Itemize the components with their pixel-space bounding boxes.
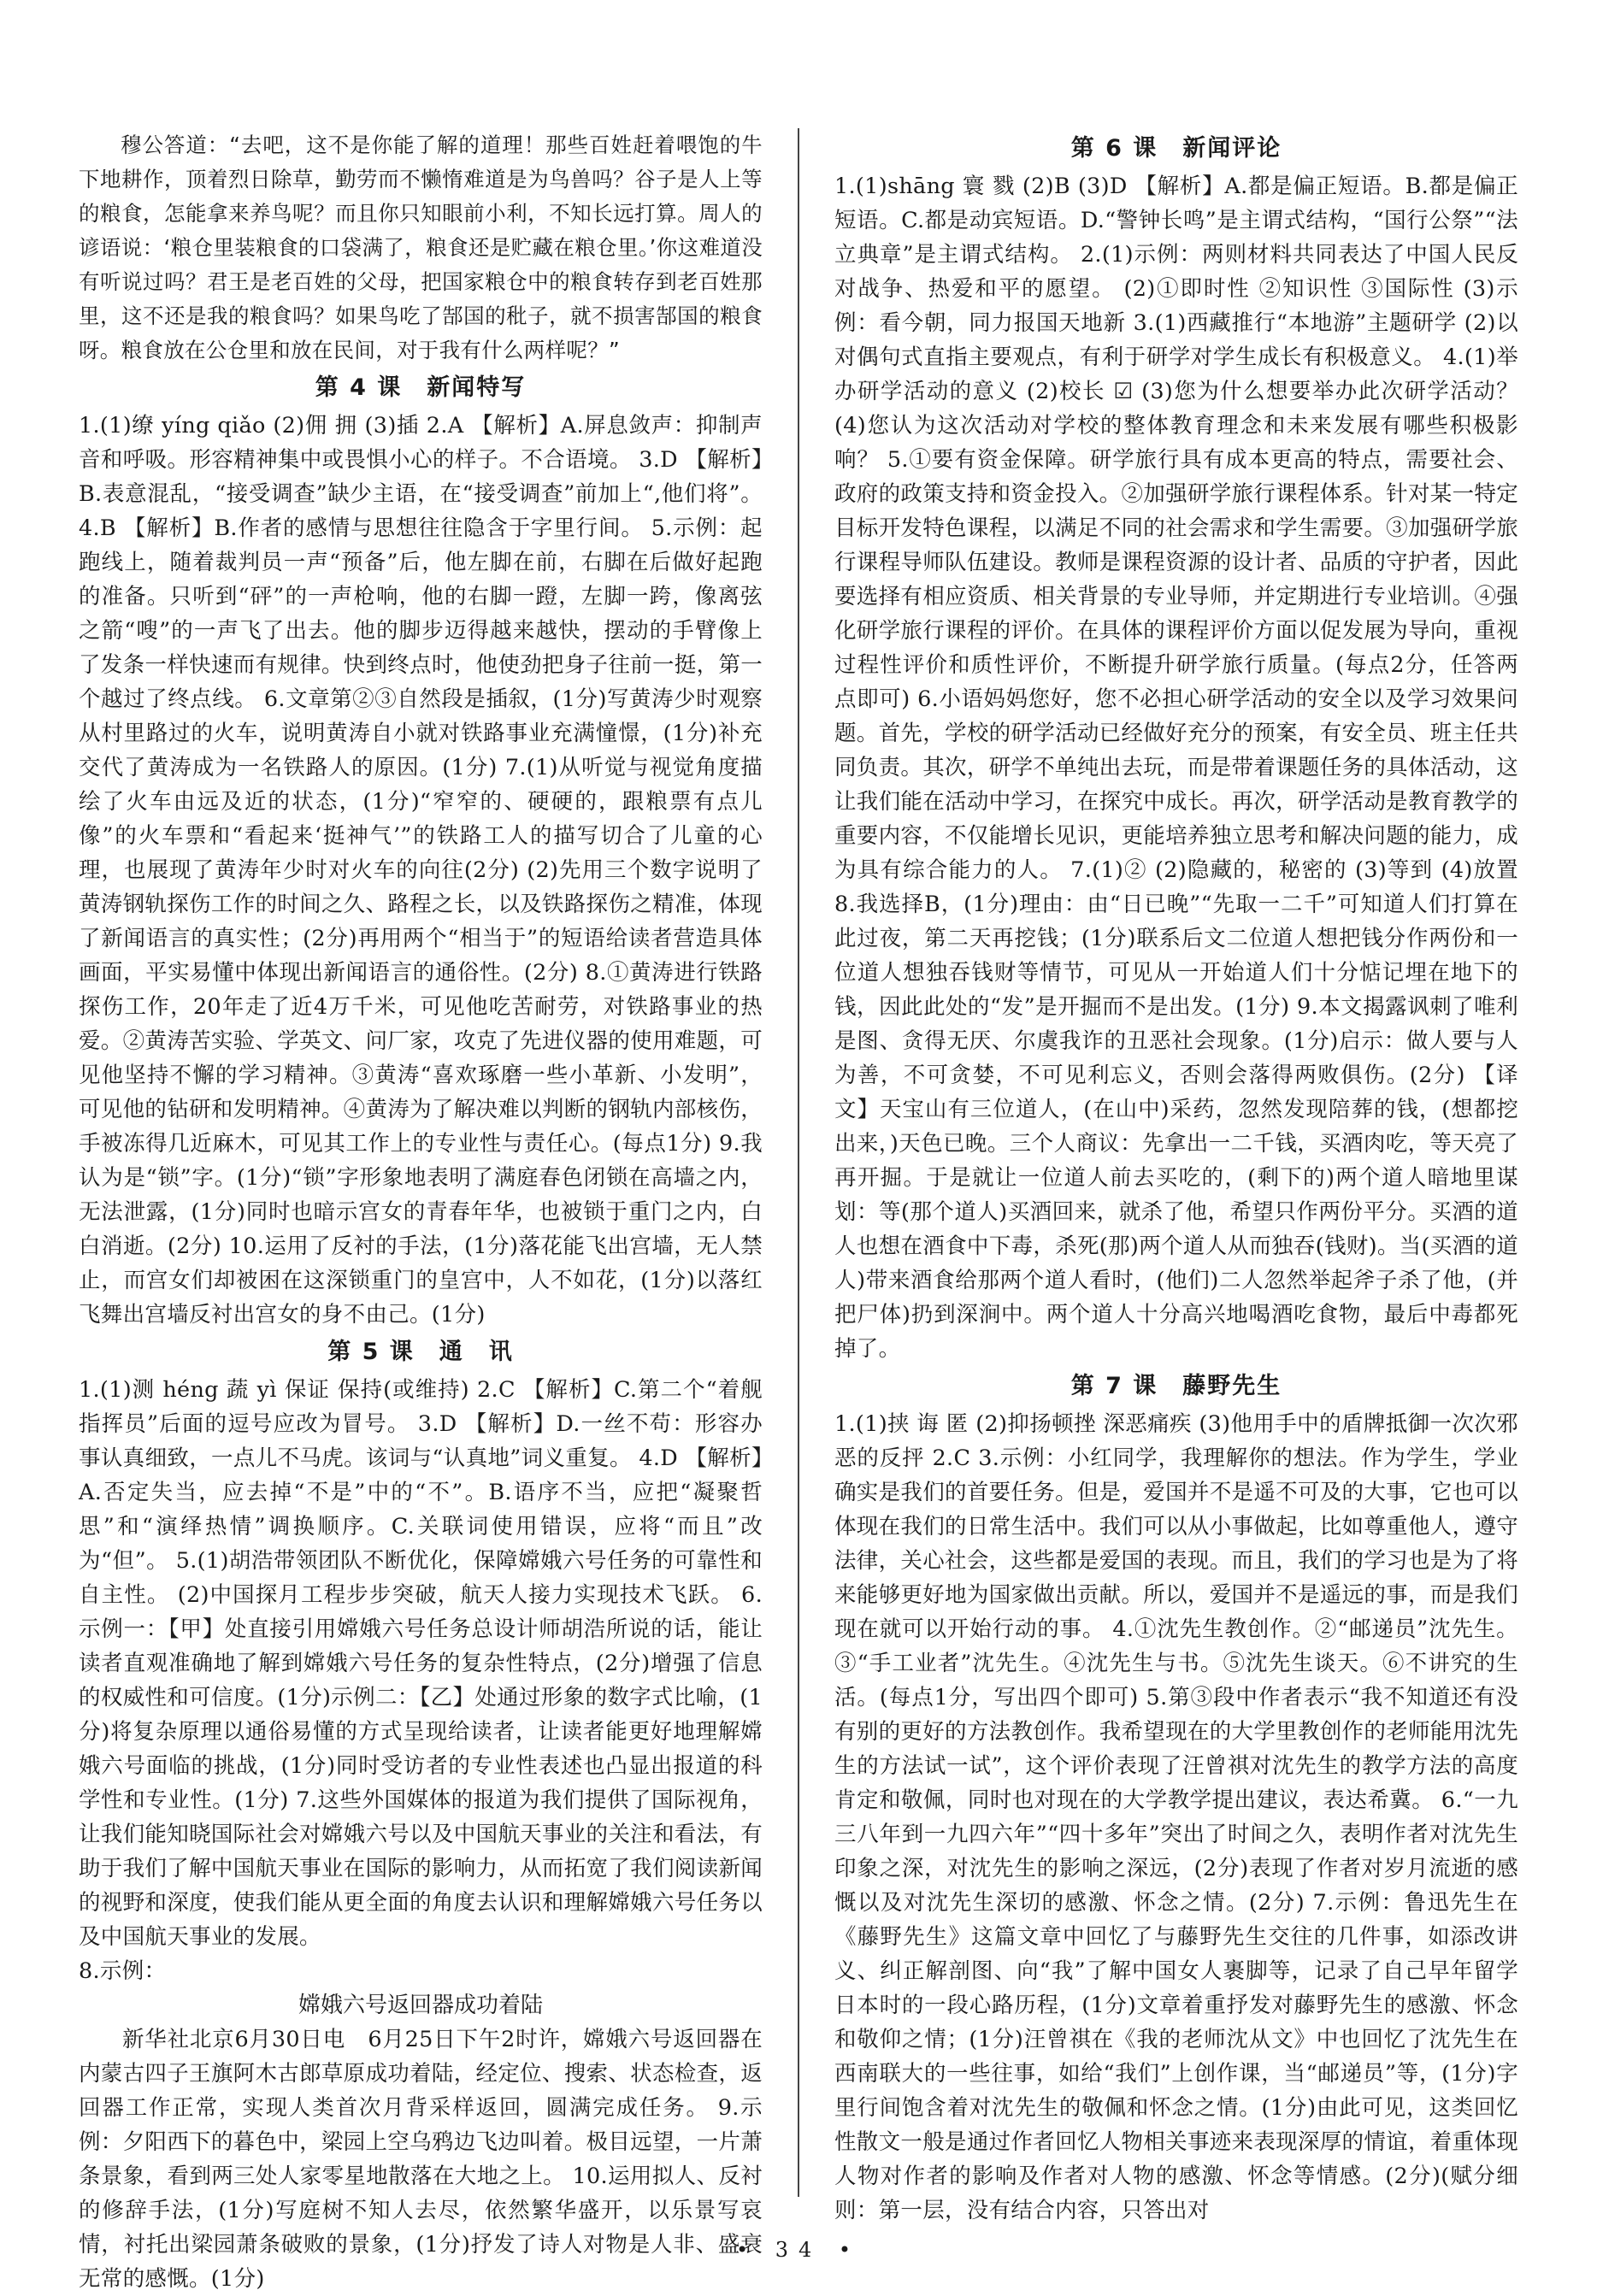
page-number: • 34 • (735, 2238, 862, 2262)
translation-tail: 穆公答道：“去吧，这不是你能了解的道理！那些百姓赶着喂饱的牛下地耕作，顶着烈日除草，勤劳而不懒惰难道是为鸟兽吗？谷子是人上等的粮食，怎能拿来养鸟呢？而且你只知眼前小利，不知长远打算。周人的谚语说：‘粮仓里装粮食的口袋满了，粮食还是贮藏在粮仓里。’你这难道没有听说过吗？君王是老百姓的父母，把国家粮仓中的粮食转存到老百姓那里，这不还是我的粮食吗？如果鸟吃了郜国的秕子，就不损害郜国的粮食呀。粮食放在公仓里和放在民间，对于我有什么两样呢？” (79, 132, 763, 362)
column-divider (798, 128, 799, 2197)
lesson-5-title: 第 5 课 通 讯 (327, 1339, 514, 1365)
lesson-6-answers: 1.(1)shāng 寰 戮 (2)B (3)D 【解析】A.都是偏正短语。B.都是偏正短语。C.都是动宾短语。D.“警钟长鸣”是主谓式结构，“国行公祭”“法立典章”是主谓式结构。 2.(1)示例：两则材料共同表达了中国人民反对战争、热爱和平的愿望。 (2)①即时性 ②知识性 ③国际性 (3)示例：看今朝，同力报国天地新 3.(1)西藏推行“本地游”主题研学 (2)以对偶句式直指主要观点，有利于研学对学生成长有积极意义。 4.(1)举办研学活动的意义 (2)校长 ☑ (3)您为什么想要举办此次研学活动？(4)您认为这次活动对学校的整体教育理念和未来发展有哪些积极影响？ 5.①要有资金保障。研学旅行具有成本更高的特点，需要社会、政府的政策支持和资金投入。②加强研学旅行课程体系。针对某一特定目标开发特色课程，以满足不同的社会需求和学生需要。③加强研学旅行课程导师队伍建设。教师是课程资源的设计者、品质的守护者，因此要选择有相应资质、相关背景的专业导师，并定期进行专业培训。④强化研学旅行课程的评价。在具体的课程评价方面以促发展为导向，重视过程性评价和质性评价，不断提升研学旅行质量。(每点2分，任答两点即可) 6.小语妈妈您好，您不必担心研学活动的安全以及学习效果问题。首先，学校的研学活动已经做好充分的预案，有安全员、班主任共同负责。其次，研学不单纯出去玩，而是带着课题任务的具体活动，这让我们能在活动中学习，在探究中成长。再次，研学活动是教育教学的重要内容，不仅能增长见识，更能培养独立思考和解决问题的能力，成为具有综合能力的人。 7.(1)② (2)隐藏的，秘密的 (3)等到 (4)放置 8.我选择B，(1分)理由：由“日已晚”“先取一二千”可知道人们打算在此过夜，第二天再挖钱；(1分)联系后文二位道人想把钱分作两份和一位道人想独吞钱财等情节，可见从一开始道人们十分惦记埋在地下的钱，因此此处的“发”是开掘而不是出发。(1分) 9.本文揭露讽刺了唯利是图、贪得无厌、尔虞我诈的丑恶社会现象。(1分)启示：做人要与人为善，不可贪婪，不可见利忘义，否则会落得两败俱伤。(2分) 【译文】天宝山有三位道人，(在山中)采药，忽然发现陪葬的钱，(想都挖出来，)天色已晚。三个人商议：先拿出一二千钱，买酒肉吃，等天亮了再开掘。于是就让一位道人前去买吃的，(剩下的)两个道人暗地里谋划：等(那个道人)买酒回来，就杀了他，希望只作两份平分。买酒的道人也想在酒食中下毒，杀死(那)两个道人从而独吞(钱财)。当(买酒的道人)带来酒食给那两个道人看时，(他们)二人忽然举起斧子杀了他，(并把尸体)扔到深涧中。两个道人十分高兴地喝酒吃食物，最后中毒都死掉了。 (834, 174, 1518, 1362)
question-8-label: 8.示例： (79, 1958, 167, 1984)
right-column (834, 128, 1518, 2223)
lesson-7-title: 第 7 课 藤野先生 (1070, 1373, 1282, 1399)
news-headline: 嫦娥六号返回器成功着陆 (298, 1993, 543, 2018)
lesson-4-title: 第 4 课 新闻特写 (315, 374, 527, 401)
lesson-4-answers: 1.(1)缭 yíng qiǎo (2)佣 拥 (3)插 2.A 【解析】A.屏息敛声：抑制声音和呼吸。形容精神集中或畏惧小心的样子。不合语境。 3.D 【解析】B.表意混乱，“接受调查”缺少主语，在“接受调查”前加上“,他们将”。 4.B 【解析】B.作者的感情与思想往往隐含于字里行间。 5.示例：起跑线上，随着裁判员一声“预备”后，他左脚在前，右脚在后做好起跑的准备。只听到“砰”的一声枪响，他的右脚一蹬，左脚一跨，像离弦之箭“嗖”的一声飞了出去。他的脚步迈得越来越快，摆动的手臂像上了发条一样快速而有规律。快到终点时，他使劲把身子往前一挺，第一个越过了终点线。 6.文章第②③自然段是插叙，(1分)写黄涛少时观察从村里路过的火车，说明黄涛自小就对铁路事业充满憧憬，(1分)补充交代了黄涛成为一名铁路人的原因。(1分) 7.(1)从听觉与视觉角度描绘了火车由远及近的状态，(1分)“窄窄的、硬硬的，跟粮票有点儿像”的火车票和“看起来‘挺神气’”的铁路工人的描写切合了儿童的心理，也展现了黄涛年少时对火车的向往(2分) (2)先用三个数字说明了黄涛钢轨探伤工作的时间之久、路程之长，以及铁路探伤之精准，体现了新闻语言的真实性；(2分)再用两个“相当于”的短语给读者营造具体画面，平实易懂中体现出新闻语言的通俗性。(2分) 8.①黄涛进行铁路探伤工作，20年走了近4万千米，可见他吃苦耐劳，对铁路事业的热爱。②黄涛苦实验、学英文、问厂家，攻克了先进仪器的使用难题，可见他坚持不懈的学习精神。③黄涛“喜欢琢磨一些小革新、小发明”，可见他的钻研和发明精神。④黄涛为了解决难以判断的钢轨内部核伤，手被冻得几近麻木，可见其工作上的专业性与责任心。(每点1分) 9.我认为是“锁”字。(1分)“锁”字形象地表明了满庭春色闭锁在高墙之内，无法泄露，(1分)同时也暗示宫女的青春年华，也被锁于重门之内，白白消逝。(2分) 10.运用了反衬的手法，(1分)落花能飞出宫墙，无人禁止，而宫女们却被困在这深锁重门的皇宫中，人不如花，(1分)以落红飞舞出宫墙反衬出宫女的身不由己。(1分) (79, 413, 763, 1328)
left-column (79, 128, 763, 2292)
lesson-6-title: 第 6 课 新闻评论 (1070, 135, 1282, 162)
lesson-5-answers: 1.(1)测 héng 蔬 yì 保证 保持(或维持) 2.C 【解析】C.第二个“着舰指挥员”后面的逗号应改为冒号。 3.D 【解析】D.一丝不苟：形容办事认真细致，一点儿不马虎。该词与“认真地”词义重复。 4.D 【解析】A.否定失当，应去掉“不是”中的“不”。B.语序不当，应把“凝聚哲思”和“演绎热情”调换顺序。C.关联词使用错误，应将“而且”改为“但”。 5.(1)胡浩带领团队不断优化，保障嫦娥六号任务的可靠性和自主性。 (2)中国探月工程步步突破，航天人接力实现技术飞跃。 6.示例一：【甲】处直接引用嫦娥六号任务总设计师胡浩所说的话，能让读者直观准确地了解到嫦娥六号任务的复杂性特点，(2分)增强了信息的权威性和可信度。(1分)示例二：【乙】处通过形象的数字式比喻，(1分)将复杂原理以通俗易懂的方式呈现给读者，让读者能更好地理解嫦娥六号面临的挑战，(1分)同时受访者的专业性表述也凸显出报道的科学性和专业性。(1分) 7.这些外国媒体的报道为我们提供了国际视角，让我们能知晓国际社会对嫦娥六号以及中国航天事业的关注和看法，有助于我们了解中国航天事业在国际的影响力，从而拓宽了我们阅读新闻的视野和深度，使我们能从更全面的角度去认识和理解嫦娥六号任务以及中国航天事业的发展。 (79, 1377, 763, 1950)
lesson-7-answers: 1.(1)挟 诲 匿 (2)抑扬顿挫 深恶痛疾 (3)他用手中的盾牌抵御一次次邪恶的反抨 2.C 3.示例：小红同学，我理解你的想法。作为学生，学业确实是我们的首要任务。但是，爱国并不是遥不可及的大事，它也可以体现在我们的日常生活中。我们可以从小事做起，比如尊重他人，遵守法律，关心社会，这些都是爱国的表现。而且，我们的学习也是为了将来能够更好地为国家做出贡献。所以，爱国并不是遥远的事，而是我们现在就可以开始行动的事。 4.①沈先生教创作。②“邮递员”沈先生。③“手工业者”沈先生。④沈先生与书。⑤沈先生谈天。⑥不讲究的生活。(每点1分，写出四个即可) 5.第③段中作者表示“我不知道还有没有别的更好的方法教创作。我希望现在的大学里教创作的老师能用沈先生的方法试一试”，这个评价表现了汪曾祺对沈先生的教学方法的高度肯定和敬佩，同时也对现在的大学教学提出建议，表达希冀。 6.“一九三八年到一九四六年”“四十多年”突出了时间之久，表明作者对沈先生印象之深，对沈先生的影响之深远，(2分)表现了作者对岁月流逝的感慨以及对沈先生深切的感激、怀念之情。(2分) 7.示例：鲁迅先生在《藤野先生》这篇文章中回忆了与藤野先生交往的几件事，如添改讲义、纠正解剖图、向“我”了解中国女人裹脚等，记录了自己早年留学日本时的一段心路历程，(1分)文章着重抒发对藤野先生的感激、怀念和敬仰之情；(1分)汪曾祺在《我的老师沈从文》中也回忆了沈先生在西南联大的一些往事，如给“我们”上创作课，当“邮递员”等，(1分)字里行间饱含着对沈先生的敬佩和怀念之情。(1分)由此可见，这类回忆性散文一般是通过作者回忆人物相关事迹来表现深厚的情谊，着重体现人物对作者的影响及作者对人物的感激、怀念等情感。(2分)(赋分细则：第一层，没有结合内容，只答出对 (834, 1411, 1518, 2223)
news-body: 新华社北京6月30日电 6月25日下午2时许，嫦娥六号返回器在内蒙古四子王旗阿木古郎草原成功着陆，经定位、搜索、状态检查，返回器工作正常，实现人类首次月背采样返回，圆满完成任务。 9.示例：夕阳西下的暮色中，梁园上空乌鸦边飞边叫着。极目远望，一片萧条景象，看到两三处人家零星地散落在大地之上。 10.运用拟人、反衬的修辞手法，(1分)写庭树不知人去尽，依然繁华盛开，以乐景写哀情，衬托出梁园萧条破败的景象，(1分)抒发了诗人对物是人非、盛衰无常的感慨。(1分) (79, 2027, 763, 2292)
